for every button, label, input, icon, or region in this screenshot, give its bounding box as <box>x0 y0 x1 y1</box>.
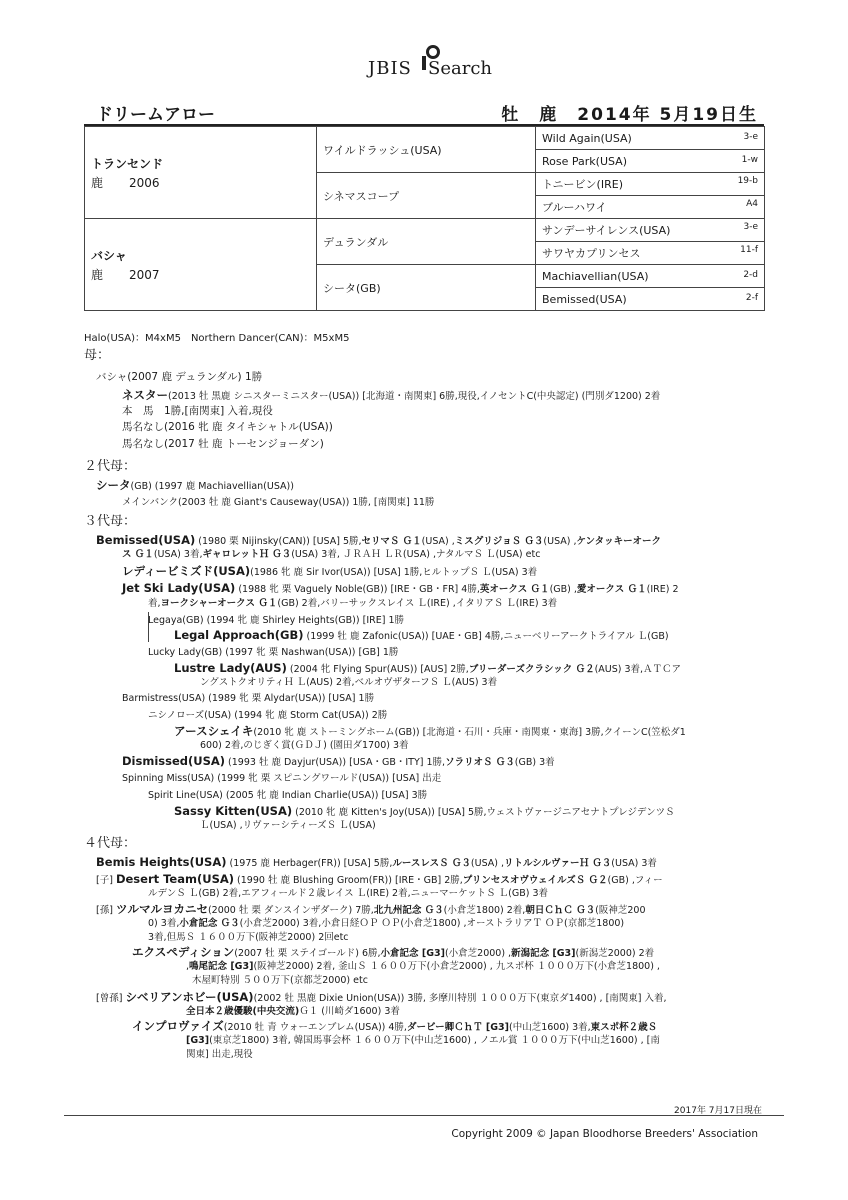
sire-sire-name: ワイルドラッシュ(USA) <box>323 143 442 157</box>
family-number: 3-e <box>743 222 758 232</box>
record-line: 関東] 出走,現役 <box>186 1049 253 1060</box>
sire-year: 2006 <box>129 175 160 190</box>
sire-color: 鹿 <box>91 175 104 190</box>
record-line: 本 馬 1勝,[南関東] 入着,現役 <box>122 405 273 417</box>
dam-name: バシャ <box>91 248 127 263</box>
record-line: Ｌ(USA) ,リヴァーシティーズＳ Ｌ(USA) <box>200 820 376 831</box>
record-line: Spinning Miss(USA) (1999 牝 栗 スピニングワールド(USA)) [USA] 出走 <box>122 773 442 784</box>
record-line: ,鳴尾記念 [G3](阪神芝2000) 2着, 釜山Ｓ １６００万下(小倉芝2000) , 九スポ杯 １０００万下(小倉芝1800) , <box>186 961 660 972</box>
record-line: [子] Desert Team(USA) (1990 牡 鹿 Blushing Groom(FR)) [IRE・GB] 2勝,プリンセスオヴウェイルズＳ Ｇ２(GB) ,フィー <box>96 872 663 886</box>
dam-sire-cell <box>317 219 536 265</box>
grandparent-cell <box>536 265 765 288</box>
record-line: 着,ヨークシャーオークス Ｇ１(GB) 2着,バリーサックスレイス Ｌ(IRE) ,イタリアＳ Ｌ(IRE) 3着 <box>148 598 558 609</box>
grandparent-cell <box>536 242 765 265</box>
dam-cell <box>85 219 317 311</box>
logo-jbis-text: JBIS <box>368 58 412 79</box>
family-number: 3-e <box>743 131 758 142</box>
record-line: Legaya(GB) (1994 牝 鹿 Shirley Heights(GB)) [IRE] 1勝 <box>148 615 404 626</box>
sire-name: トランセンド <box>91 156 164 171</box>
grandparent-cell <box>536 219 765 242</box>
record-line: Lucky Lady(GB) (1997 牝 栗 Nashwan(USA)) [GB] 1勝 <box>148 647 399 658</box>
ancestor-name: サンデーサイレンス(USA) <box>542 224 671 237</box>
sire-cell <box>85 127 317 219</box>
record-line: Dismissed(USA) (1993 牡 鹿 Dayjur(USA)) [USA・GB・ITY] 1勝,ソラリオＳ Ｇ３(GB) 3着 <box>122 754 555 768</box>
section-third-dam: ３代母： <box>84 514 137 529</box>
record-line: 0) 3着,小倉記念 Ｇ３(小倉芝2000) 3着,小倉日経ＯＰ ＯＰ(小倉芝1800) ,オーストラリアＴ ＯＰ(京都芝1800) <box>148 918 625 929</box>
family-number: 1-w <box>741 154 758 165</box>
family-number: 11-f <box>740 245 758 255</box>
record-line: Spirit Line(USA) (2005 牝 鹿 Indian Charlie(USA)) [USA] 3勝 <box>148 790 428 801</box>
record-line: Legal Approach(GB) (1999 牡 鹿 Zafonic(USA)) [UAE・GB] 4勝,ニューベリーアークトライアル Ｌ(GB) <box>174 628 669 642</box>
pedigree-table <box>84 126 765 311</box>
record-line: [曾孫] シベリアンホビー(USA)(2002 牡 黒鹿 Dixie Union(USA)) 3勝, 多摩川特別 １０００万下(東京ダ1400) , [南関東] 入着, <box>96 990 667 1004</box>
section-dam: 母： <box>84 348 111 363</box>
family-number: 2-d <box>743 269 758 280</box>
record-line: メインバンク(2003 牡 鹿 Giant's Causeway(USA)) 1勝, [南関東] 11勝 <box>122 497 435 508</box>
as-of-date: 2017年 7月17日現在 <box>674 1106 762 1116</box>
ancestor-name: Machiavellian(USA) <box>542 269 649 283</box>
record-line: Bemis Heights(USA) (1975 鹿 Herbager(FR)) [USA] 5勝,ルースレスＳ Ｇ３(USA) ,リトルシルヴァーＨ Ｇ３(USA) 3着 <box>96 855 657 869</box>
inbreeding-crosses: Halo(USA)：M4xM5 Northern Dancer(CAN)：M5xM5 <box>84 333 350 344</box>
section-fourth-dam: ４代母： <box>84 836 137 851</box>
sire-sire-cell <box>317 127 536 173</box>
grandparent-cell <box>536 173 765 196</box>
record-line: ングストクオリティＨ Ｌ(AUS) 2着,ベルオヴザターフＳ Ｌ(AUS) 3着 <box>200 677 498 688</box>
record-line: [孫] ツルマルヨカニセ(2000 牡 栗 ダンスインザダーク) 7勝,北九州記念 Ｇ３(小倉芝1800) 2着,朝日ＣｈＣ Ｇ３(阪神芝200 <box>96 902 646 916</box>
record-line: [G3](東京芝1800) 3着, 韓国馬事会杯 １６００万下(中山芝1600) , ノエル賞 １０００万下(中山芝1600) , [南 <box>186 1035 660 1046</box>
grandparent-cell <box>536 127 765 150</box>
record-line: 全日本２歳優駿(中央交流)Ｇ１ (川崎ダ1600) 3着 <box>186 1006 400 1017</box>
copyright: Copyright 2009 © Japan Bloodhorse Breeders' Association <box>451 1128 758 1140</box>
ancestor-name: サワヤカプリンセス <box>542 247 641 260</box>
record-line: 木屋町特別 ５００万下(京都芝2000) etc <box>192 975 368 986</box>
dam-color: 鹿 <box>91 267 104 282</box>
family-number: 2-f <box>745 292 758 303</box>
ancestor-name: Bemissed(USA) <box>542 292 627 306</box>
jbis-search-logo <box>368 42 498 82</box>
horse-header <box>84 98 764 126</box>
record-line: アースシェイキ(2010 牝 鹿 ストーミングホーム(GB)) [北海道・石川・兵庫・南関東・東海] 3勝,クイーンC(笠松ダ1 <box>174 724 686 738</box>
record-line: レディービミズド(USA)(1986 牝 鹿 Sir Ivor(USA)) [USA] 1勝,ヒルトップＳ Ｌ(USA) 3着 <box>122 564 538 578</box>
record-line: 馬名なし(2017 牡 鹿 トーセンジョーダン) <box>122 438 324 450</box>
record-line: Barmistress(USA) (1989 牝 栗 Alydar(USA)) [USA] 1勝 <box>122 693 375 704</box>
record-line: インプロヴァイズ(2010 牡 青 ウォーエンブレム(USA)) 4勝,ダービー卿ＣｈＴ [G3](中山芝1600) 3着,東スポ杯２歳Ｓ <box>132 1019 658 1033</box>
record-line: バシャ(2007 鹿 デュランダル) 1勝 <box>96 371 263 383</box>
record-line: 600) 2着,のじぎく賞(ＧＤＪ) (園田ダ1700) 3着 <box>200 740 409 751</box>
sire-dam-cell <box>317 173 536 219</box>
dam-year: 2007 <box>129 267 160 282</box>
horse-name: ドリームアロー <box>96 105 215 125</box>
dam-dam-name: シータ(GB) <box>323 281 381 295</box>
sire-dam-name: シネマスコープ <box>323 189 400 203</box>
record-line: ルデンＳ Ｌ(GB) 2着,エアフィールド２歳レイス Ｌ(IRE) 2着,ニューマーケットＳ Ｌ(GB) 3着 <box>148 888 549 899</box>
record-line: Lustre Lady(AUS) (2004 牝 Flying Spur(AUS)) [AUS] 2勝,ブリーダーズクラシック Ｇ２(AUS) 3着,ＡＴＣア <box>174 661 682 675</box>
ancestor-name: Wild Again(USA) <box>542 131 632 145</box>
record-line: ニシノローズ(USA) (1994 牝 鹿 Storm Cat(USA)) 2勝 <box>148 710 388 721</box>
record-line: ネスター(2013 牡 黒鹿 シニスターミニスター(USA)) [北海道・南関東] 6勝,現役,イノセントC(中央認定) (門別ダ1200) 2着 <box>122 388 661 402</box>
ancestor-name: トニービン(IRE) <box>542 178 623 191</box>
dam-sire-name: デュランダル <box>323 235 389 249</box>
dam-dam-cell <box>317 265 536 311</box>
record-line: Sassy Kitten(USA) (2010 牝 鹿 Kitten's Joy(USA)) [USA] 5勝,ウェストヴァージニアセナトプレジデンツＳ <box>174 804 675 818</box>
horse-sex-color-birthdate: 牡 鹿 2014年 5月19日生 <box>501 105 758 125</box>
record-line: シータ(GB) (1997 鹿 Machiavellian(USA)) <box>96 478 294 492</box>
footer-divider <box>64 1115 784 1116</box>
logo-search-text: Search <box>428 58 492 79</box>
grandparent-cell <box>536 150 765 173</box>
ancestor-name: Rose Park(USA) <box>542 154 627 168</box>
record-line: Jet Ski Lady(USA) (1988 牝 栗 Vaguely Noble(GB)) [IRE・GB・FR] 4勝,英オークス Ｇ１(GB) ,愛オークス Ｇ１(IRE) 2 <box>122 581 679 595</box>
record-line: Bemissed(USA) (1980 栗 Nijinsky(CAN)) [USA] 5勝,セリマＳ Ｇ１(USA) ,ミスグリジョＳ Ｇ３(USA) ,ケンタッキーオーク <box>96 533 661 547</box>
record-line: エクスペディション(2007 牡 栗 ステイゴールド) 6勝,小倉記念 [G3](小倉芝2000) ,新潟記念 [G3](新潟芝2000) 2着 <box>132 945 655 959</box>
record-line: 馬名なし(2016 牝 鹿 タイキシャトル(USA)) <box>122 421 333 433</box>
ancestor-name: ブルーハワイ <box>542 201 607 214</box>
record-line: 3着,但馬Ｓ １６００万下(阪神芝2000) 2回etc <box>148 932 349 943</box>
record-line: ス Ｇ１(USA) 3着,ギャロレットＨ Ｇ３(USA) 3着, ＪＲＡＨ ＬＲ(USA) ,ナタルマＳ Ｌ(USA) etc <box>122 549 541 560</box>
family-number: 19-b <box>737 176 758 186</box>
section-second-dam: ２代母： <box>84 459 137 474</box>
family-number: A4 <box>746 199 758 209</box>
grandparent-cell <box>536 196 765 219</box>
grandparent-cell <box>536 288 765 311</box>
